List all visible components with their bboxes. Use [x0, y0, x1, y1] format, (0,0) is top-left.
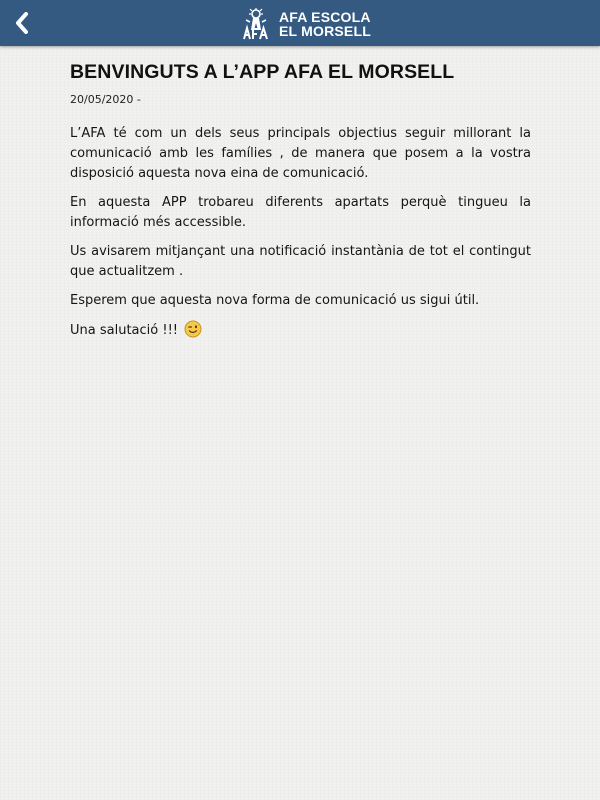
paragraph: Us avisarem mitjançant una notificació instantània de tot el contingut que actualitzem . [70, 244, 531, 279]
brand-line-1: AFA ESCOLA [279, 9, 371, 25]
closing-text: Una salutació !!! [70, 323, 178, 338]
app-header [0, 0, 600, 46]
afa-children-logo-icon [241, 8, 271, 40]
article-date: 20/05/2020 - [70, 93, 141, 106]
winking-face-icon [184, 320, 202, 338]
chevron-left-icon [14, 12, 30, 34]
article-title: BENVINGUTS A L’APP AFA EL MORSELL [70, 61, 455, 83]
paragraph: En aquesta APP trobareu diferents apartats perquè tingueu la informació més accessible. [70, 195, 531, 230]
paragraph: L’AFA té com un dels seus principals objectius seguir millorant la comunicació amb les famílies , de manera que posem a la vostra disposició aquesta nova eina de comunicació. [70, 126, 531, 181]
brand [241, 8, 371, 40]
article-body [70, 124, 531, 341]
brand-name [279, 10, 371, 38]
article [70, 46, 531, 350]
closing-paragraph [70, 320, 531, 341]
back-button[interactable] [8, 8, 36, 38]
paragraph: Esperem que aquesta nova forma de comunicació us sigui útil. [70, 293, 480, 308]
brand-line-2: EL MORSELL [279, 23, 371, 39]
